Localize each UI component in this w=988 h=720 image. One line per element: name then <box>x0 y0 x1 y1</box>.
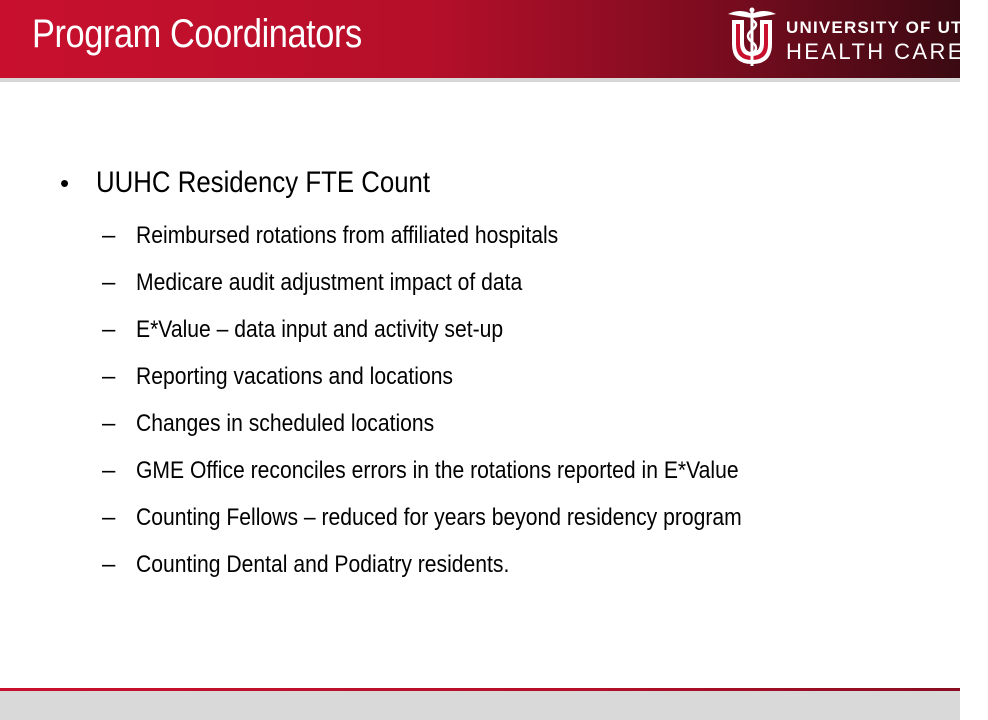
sub-bullet-item <box>60 269 940 316</box>
sub-bullet-item <box>60 504 940 551</box>
dash-marker: – <box>102 457 116 484</box>
bullet-marker: • <box>60 168 70 198</box>
sub-bullet-text: E*Value – data input and activity set-up <box>136 316 504 343</box>
dash-marker: – <box>102 363 116 390</box>
sub-bullet-item <box>60 363 940 410</box>
sub-bullet-text: Changes in scheduled locations <box>136 410 435 437</box>
sub-bullet-item <box>60 457 940 504</box>
dash-marker: – <box>102 269 116 296</box>
footer-bar <box>0 691 960 720</box>
slide-title: Program Coordinators <box>32 12 362 56</box>
sub-bullet-text: Reporting vacations and locations <box>136 363 454 390</box>
sub-bullet-item <box>60 410 940 457</box>
sub-bullet-item <box>60 551 940 598</box>
dash-marker: – <box>102 316 116 343</box>
sub-bullet-text: Reimbursed rotations from affiliated hospitals <box>136 222 559 249</box>
sub-bullet-text: GME Office reconciles errors in the rotations reported in E*Value <box>136 457 739 484</box>
dash-marker: – <box>102 410 116 437</box>
sub-bullet-text: Medicare audit adjustment impact of data <box>136 269 523 296</box>
caduceus-u-icon <box>724 6 780 70</box>
sub-bullet-item <box>60 316 940 363</box>
dash-marker: – <box>102 504 116 531</box>
slide-content <box>60 166 940 598</box>
university-logo <box>724 6 988 70</box>
bullet-item <box>60 166 940 212</box>
dash-marker: – <box>102 551 116 578</box>
logo-text-university: UNIVERSITY OF UTAH <box>786 18 988 37</box>
dash-marker: – <box>102 222 116 249</box>
bullet-text: UUHC Residency FTE Count <box>96 166 431 199</box>
logo-text-health-care: HEALTH CARE <box>786 39 965 64</box>
header-divider <box>0 78 960 82</box>
sub-bullet-list <box>60 222 940 598</box>
sub-bullet-item <box>60 222 940 269</box>
sub-bullet-text: Counting Dental and Podiatry residents. <box>136 551 510 578</box>
sub-bullet-text: Counting Fellows – reduced for years beyond residency program <box>136 504 742 531</box>
